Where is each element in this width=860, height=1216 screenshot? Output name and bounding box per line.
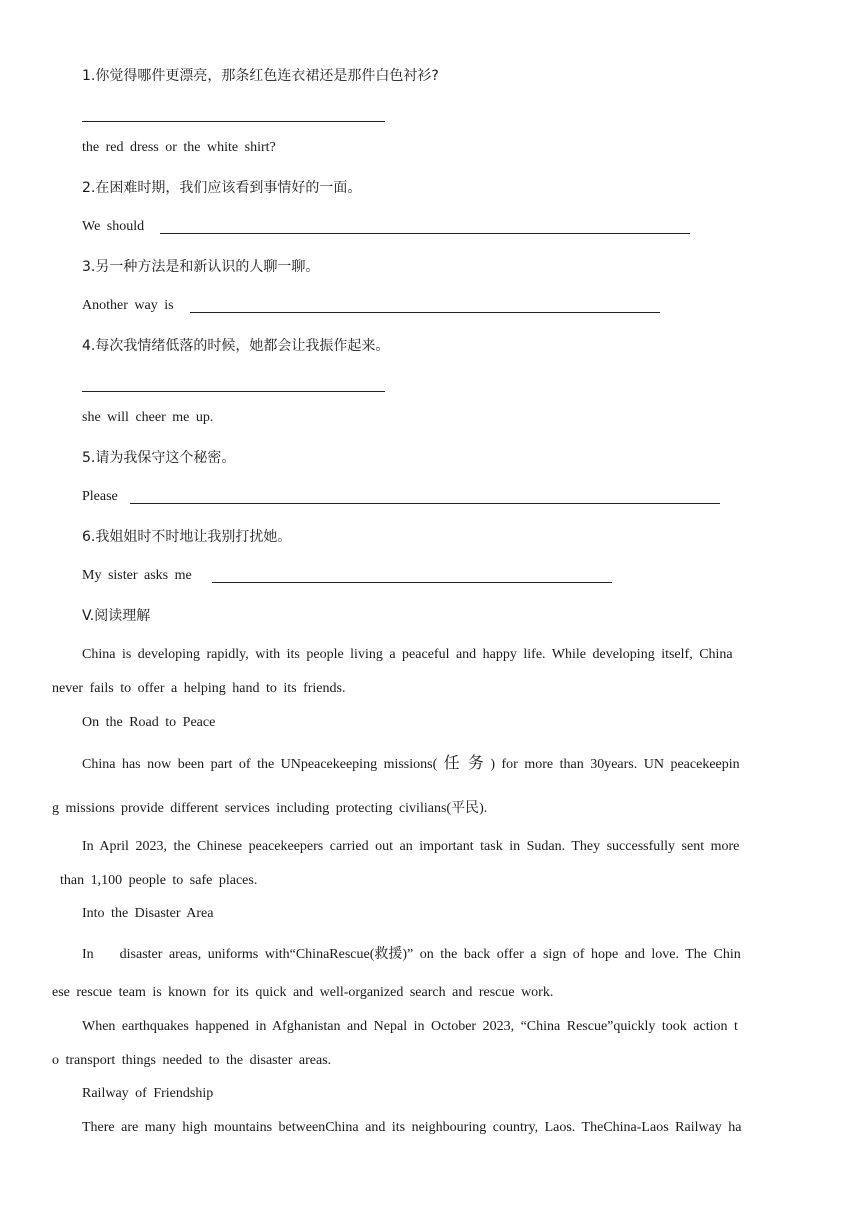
q4-tail: she will cheer me up. bbox=[82, 410, 214, 425]
q1-prompt: 1.你觉得哪件更漂亮，那条红色连衣裙还是那件白色衬衫? bbox=[82, 68, 439, 84]
p1-line-1 bbox=[82, 753, 740, 775]
q5-lead: Please bbox=[82, 489, 118, 504]
q6-prompt: 6.我姐姐时不时地让我别打扰她。 bbox=[82, 529, 292, 545]
q3-lead: Another way is bbox=[82, 298, 174, 313]
p1-line-2 bbox=[52, 798, 487, 819]
q2-lead: We should bbox=[82, 219, 145, 234]
p5-line-1: There are many high mountains betweenChina and its neighbouring country, Laos. TheChina-Laos Railway ha bbox=[82, 1120, 742, 1135]
p1-line-1-cn: 任 务 bbox=[443, 753, 484, 772]
q5-prompt: 5.请为我保守这个秘密。 bbox=[82, 450, 236, 466]
p4-line-2: o transport things needed to the disaster areas. bbox=[52, 1053, 332, 1068]
p3-line-1-b: disaster areas, uniforms with“ChinaRescue( bbox=[119, 947, 375, 962]
q6-answer-blank[interactable] bbox=[212, 582, 612, 583]
section-title: V.阅读理解 bbox=[82, 608, 151, 624]
p3-line-2: ese rescue team is known for its quick and well-organized search and rescue work. bbox=[52, 985, 554, 1000]
q4-prompt: 4.每次我情绪低落的时候，她都会让我振作起来。 bbox=[82, 338, 390, 354]
p1-line-2-b: ). bbox=[479, 801, 488, 816]
q2-prompt: 2.在困难时期，我们应该看到事情好的一面。 bbox=[82, 180, 362, 196]
q3-prompt: 3.另一种方法是和新认识的人聊一聊。 bbox=[82, 259, 320, 275]
q1-answer-blank[interactable] bbox=[82, 121, 385, 122]
p4-line-1: When earthquakes happened in Afghanistan and Nepal in October 2023, “China Rescue”quickly took action t bbox=[82, 1019, 738, 1034]
q3-answer-blank[interactable] bbox=[190, 312, 660, 313]
q5-answer-blank[interactable] bbox=[130, 503, 720, 504]
q2-answer-blank[interactable] bbox=[160, 233, 690, 234]
p3-line-1-a: In bbox=[82, 947, 94, 962]
q4-answer-blank[interactable] bbox=[82, 391, 385, 392]
p1-line-1-a: China has now been part of the UNpeacekeeping missions( bbox=[82, 757, 438, 772]
p1-line-1-b: ) for more than 30years. UN peacekeepin bbox=[490, 757, 740, 772]
intro-line-1: China is developing rapidly, with its people living a peaceful and happy life. While developing itself, China bbox=[82, 647, 733, 662]
p2-line-2: than 1,100 people to safe places. bbox=[60, 873, 258, 888]
p1-line-2-a: g missions provide different services including protecting civilians( bbox=[52, 801, 452, 816]
p3-line-1-c: )” on the back offer a sign of hope and love. The Chin bbox=[402, 947, 741, 962]
heading-disaster-area: Into the Disaster Area bbox=[82, 906, 214, 921]
p3-line-1 bbox=[82, 944, 741, 965]
q1-tail: the red dress or the white shirt? bbox=[82, 140, 276, 155]
intro-line-2: never fails to offer a helping hand to its friends. bbox=[52, 681, 346, 696]
heading-road-to-peace: On the Road to Peace bbox=[82, 715, 216, 730]
p1-line-2-cn: 平民 bbox=[451, 800, 480, 816]
p3-line-1-cn: 救援 bbox=[374, 946, 403, 962]
p2-line-1: In April 2023, the Chinese peacekeepers carried out an important task in Sudan. They successfully sent more bbox=[82, 839, 740, 854]
heading-railway: Railway of Friendship bbox=[82, 1086, 214, 1101]
q6-lead: My sister asks me bbox=[82, 568, 192, 583]
